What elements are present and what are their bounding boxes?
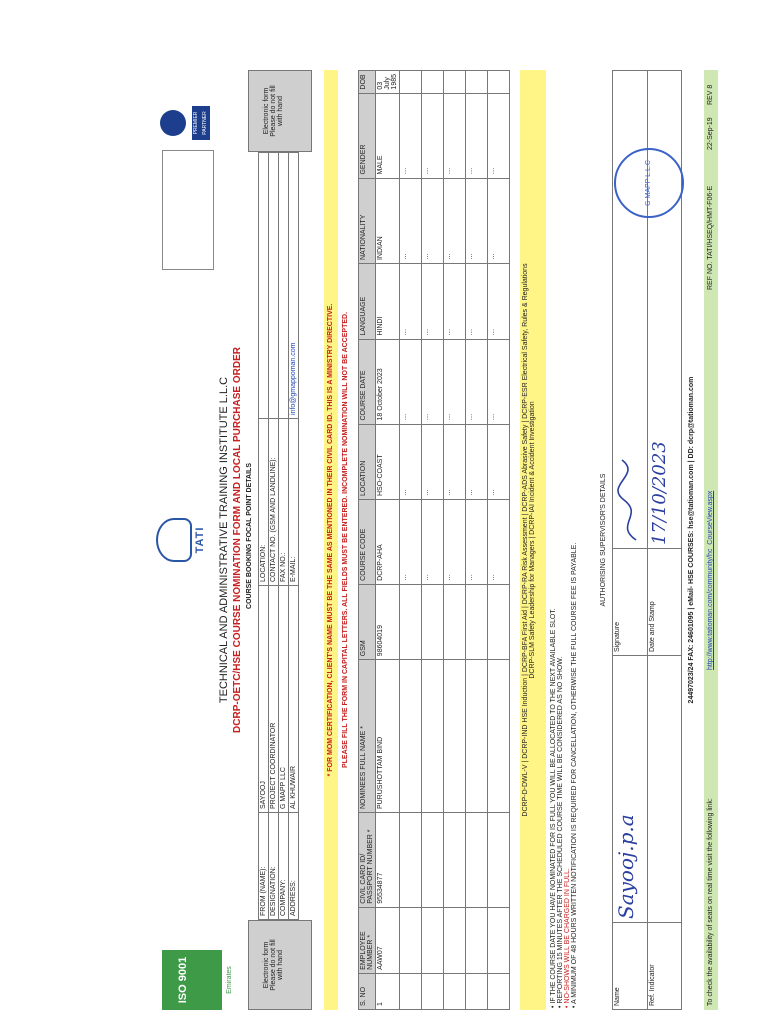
- nominee-cell[interactable]: [444, 71, 466, 94]
- nominee-cell[interactable]: …: [444, 264, 466, 340]
- rule-item: • A MINIMUM OF 48 HOURS WRITTEN NOTIFICATION IS REQUIRED FOR CANCELLATION, OTHERWISE THE FULL COURSE FEE IS PAYABLE.: [571, 542, 578, 1008]
- nominee-cell[interactable]: …: [444, 93, 466, 178]
- nominee-cell[interactable]: [444, 907, 466, 973]
- availability-text: To check the availability of seats on real time visit the following link:: [707, 798, 714, 1006]
- email-value[interactable]: info@gmappoman.com: [289, 153, 299, 419]
- capital-letters-notice: PLEASE FILL THE FORM IN CAPITAL LETTERS. ALL FIELDS MUST BE ENTERED. INCOMPLETE NOMINATION WILL NOT BE ACCEPTED.: [342, 311, 349, 769]
- side-note-line1: Electronic form: [263, 941, 270, 989]
- form-title: DCRP-OETC/HSE COURSE NOMINATION FORM AND LOCAL PURCHASE ORDER: [232, 347, 243, 733]
- nominee-cell[interactable]: [400, 907, 422, 973]
- designation-value[interactable]: PROJECT COORDINATOR: [269, 586, 279, 813]
- nomination-rules: [550, 208, 578, 1008]
- nominee-cell[interactable]: 03 July 1985: [376, 71, 400, 94]
- nominee-cell[interactable]: [488, 584, 510, 659]
- signature-label: Signature: [613, 549, 648, 656]
- nominee-cell[interactable]: [444, 584, 466, 659]
- side-note-line1: Electronic form: [263, 87, 270, 135]
- nominee-cell[interactable]: …: [422, 93, 444, 178]
- from-value[interactable]: SAYOOJ: [259, 586, 269, 813]
- premier-partner-badge: PREMIER PARTNER: [192, 106, 210, 140]
- nominee-cell[interactable]: HINDI: [376, 264, 400, 340]
- nominee-cell[interactable]: …: [444, 178, 466, 264]
- nominee-cell[interactable]: [422, 973, 444, 1009]
- nominee-cell[interactable]: [466, 813, 488, 908]
- email-label: E-MAIL:: [289, 419, 299, 586]
- nominee-cell[interactable]: [400, 584, 422, 659]
- nominee-cell[interactable]: [488, 973, 510, 1009]
- rule-item: • NO-SHOWS WILL BE CHARGED IN FULL.: [564, 868, 571, 1008]
- contact-label: CONTACT NO. (GSM AND LANDLINE):: [269, 419, 279, 586]
- nominee-cell[interactable]: …: [444, 424, 466, 500]
- nominee-cell[interactable]: …: [466, 178, 488, 264]
- nominee-cell[interactable]: …: [466, 93, 488, 178]
- nominee-cell[interactable]: [422, 813, 444, 908]
- nominee-row: [422, 71, 444, 1010]
- nominee-cell[interactable]: …: [488, 500, 510, 585]
- header-cell: EMPLOYEE NUMBER *: [359, 907, 376, 973]
- institute-logo: TATI: [194, 526, 206, 554]
- date-stamp-area: [645, 71, 682, 549]
- header-cell: S. NO: [359, 973, 376, 1009]
- nominee-cell[interactable]: …: [444, 500, 466, 585]
- company-value[interactable]: G MAPP LLC: [279, 586, 289, 813]
- nominee-cell[interactable]: …: [466, 500, 488, 585]
- nominee-cell[interactable]: [422, 584, 444, 659]
- office-stamp-box: [162, 150, 214, 270]
- nominee-cell[interactable]: [400, 660, 422, 813]
- company-label: COMPANY:: [279, 813, 289, 920]
- supervisor-name-handwritten: Sayooj.p.a: [613, 656, 648, 923]
- nominee-row: [444, 71, 466, 1010]
- handwritten-date: 17/10/2023: [649, 441, 670, 545]
- side-note-left: [248, 920, 312, 1010]
- nominee-cell[interactable]: [466, 973, 488, 1009]
- mom-notice: * FOR MOM CERTIFICATION, CLIENT'S NAME MUST BE THE SAME AS MENTIONED IN THEIR CIVIL CARD ID. THIS IS A MINISTRY DIRECTIVE.: [324, 70, 338, 1010]
- nominee-cell[interactable]: HSO-COAST: [376, 424, 400, 500]
- nominees-header-row: [359, 71, 376, 1010]
- nominee-cell[interactable]: …: [488, 264, 510, 340]
- reference-number: REF NO. TATI/HSEQ/HMT-F06-E: [707, 185, 714, 290]
- nominee-cell[interactable]: 1: [376, 973, 400, 1009]
- location-value[interactable]: [259, 153, 269, 419]
- handwritten-signature: [614, 455, 644, 545]
- course-list-line2: DCRP-SLM Safety Leadership for Managers | DCRP-IAI Incident & Accident Investigation: [529, 401, 536, 679]
- nominee-cell[interactable]: [444, 660, 466, 813]
- header-cell: LANGUAGE: [359, 264, 376, 340]
- side-note-line3: with hand: [277, 950, 284, 980]
- nominee-cell[interactable]: …: [466, 264, 488, 340]
- nominee-cell[interactable]: …: [400, 500, 422, 585]
- nominee-cell[interactable]: [488, 71, 510, 94]
- institute-emblem-icon: [156, 518, 192, 562]
- fax-value[interactable]: [279, 153, 289, 419]
- course-list-line1: DCRP-D-DWL-V | DCRP-IND HSE Induction | DCRP-BFA First Aid | DCRP-RA Risk Assessment | DCRP-ADS Abrasive Safety | DCRP-ESR Electrical Safety, Rules & Regulations: [522, 263, 529, 817]
- ref-indicator-value[interactable]: [648, 656, 682, 923]
- nominee-cell[interactable]: …: [400, 93, 422, 178]
- header-cell: COURSE CODE: [359, 500, 376, 585]
- revision: REV 8: [707, 84, 714, 105]
- nominee-cell[interactable]: …: [422, 264, 444, 340]
- footer-bar: [704, 70, 718, 1010]
- supervisor-table: [612, 70, 682, 1010]
- nominee-cell[interactable]: [400, 973, 422, 1009]
- contact-value[interactable]: [269, 153, 279, 419]
- nominee-cell[interactable]: PURUSHOTTAM BIND: [376, 660, 400, 813]
- address-label: ADDRESS:: [289, 813, 299, 920]
- nominees-table: [358, 70, 510, 1010]
- nominee-cell[interactable]: 95534877: [376, 813, 400, 908]
- nominee-cell[interactable]: …: [422, 500, 444, 585]
- side-note-line2: Please do not fill: [270, 939, 277, 991]
- nominee-cell[interactable]: [422, 660, 444, 813]
- nomination-form-page: [148, 60, 768, 1020]
- header-cell: GENDER: [359, 93, 376, 178]
- header-cell: NATIONALITY: [359, 178, 376, 264]
- nominee-cell[interactable]: [444, 813, 466, 908]
- nominee-cell[interactable]: …: [400, 264, 422, 340]
- header-cell: CIVIL CARD ID/ PASSPORT NUMBER *: [359, 813, 376, 908]
- side-note-right: [248, 70, 312, 152]
- nominee-cell[interactable]: …: [400, 178, 422, 264]
- nominee-cell[interactable]: …: [400, 424, 422, 500]
- nominee-cell[interactable]: …: [444, 339, 466, 424]
- nominee-cell[interactable]: [466, 660, 488, 813]
- header-cell: LOCATION: [359, 424, 376, 500]
- nominee-cell[interactable]: [422, 71, 444, 94]
- nominee-cell[interactable]: …: [488, 93, 510, 178]
- nominee-cell[interactable]: …: [466, 424, 488, 500]
- iso-logo-caption: Emirates: [226, 966, 233, 994]
- name-label: Name: [613, 923, 648, 1010]
- nominee-cell[interactable]: [400, 813, 422, 908]
- nominee-cell[interactable]: …: [488, 424, 510, 500]
- side-note-line2: Please do not fill: [270, 85, 277, 137]
- rule-item: • IF THE COURSE DATE YOU HAVE NOMINATED FOR IS FULL YOU WILL BE ALLOCATED TO THE NEXT AVAILABLE SLOT.: [550, 608, 557, 1008]
- fax-label: FAX NO.:: [279, 419, 289, 586]
- nominee-cell[interactable]: MALE: [376, 93, 400, 178]
- nominee-row: [400, 71, 422, 1010]
- nominee-row: [488, 71, 510, 1010]
- footer-contacts: 24497023/24 FAX: 24601095 | eMail- HSE COURSES: hse@tatioman.com | DD: dcrp@tatioman.com: [688, 376, 695, 704]
- nominee-cell[interactable]: AAW07: [376, 907, 400, 973]
- nominee-cell[interactable]: …: [466, 339, 488, 424]
- nominee-cell[interactable]: …: [422, 339, 444, 424]
- nominee-cell[interactable]: …: [488, 339, 510, 424]
- nominee-cell[interactable]: [422, 907, 444, 973]
- nominee-cell[interactable]: 98604019: [376, 584, 400, 659]
- nominee-cell[interactable]: [466, 584, 488, 659]
- ref-indicator-label: Ref. Indicator: [648, 923, 682, 1010]
- header-cell: GSM: [359, 584, 376, 659]
- nominee-row: [466, 71, 488, 1010]
- nominee-cell[interactable]: INDIAN: [376, 178, 400, 264]
- institute-name: TECHNICAL AND ADMINISTRATIVE TRAINING INSTITUTE L.L.C: [218, 376, 230, 704]
- partner-globe-icon: [160, 110, 186, 136]
- nominee-row: [376, 71, 400, 1010]
- nominee-cell[interactable]: 18 October 2023: [376, 339, 400, 424]
- header-cell: COURSE DATE: [359, 339, 376, 424]
- address-value[interactable]: AL KHUWAIR: [289, 586, 299, 813]
- company-stamp: G MAPP L.L.C: [614, 148, 684, 218]
- nominee-cell[interactable]: …: [422, 424, 444, 500]
- from-label: FROM (NAME):: [259, 813, 269, 920]
- date-stamp-label: Date and Stamp: [648, 549, 682, 656]
- designation-label: DESIGNATION:: [269, 813, 279, 920]
- nominee-cell[interactable]: [466, 71, 488, 94]
- header-cell: NOMINEES FULL NAME *: [359, 660, 376, 813]
- signature-area: [613, 71, 648, 549]
- iso-9001-logo: ISO 9001: [162, 950, 222, 1010]
- nominee-cell[interactable]: …: [488, 178, 510, 264]
- course-list: [520, 70, 546, 1010]
- side-note-line3: with hand: [277, 96, 284, 126]
- nominee-cell[interactable]: …: [422, 178, 444, 264]
- nominee-cell[interactable]: DCRP-AHA: [376, 500, 400, 585]
- location-label: LOCATION:: [259, 419, 269, 586]
- availability-link[interactable]: http://www.tatioman.com/community/hc_CourseView.aspx: [707, 490, 714, 670]
- nominee-cell[interactable]: [488, 813, 510, 908]
- nominee-cell[interactable]: [400, 71, 422, 94]
- booking-details-table: [258, 152, 299, 920]
- rule-item: • REPORTING 15 MINUTES AFTER THE SCHEDULED COURSE TIME WILL BE CONSIDERED AS NO SHOW.: [557, 656, 564, 1008]
- supervisor-section-title: AUTHORISING SUPERVISOR'S DETAILS: [600, 473, 607, 607]
- nominee-cell[interactable]: [466, 907, 488, 973]
- form-date: 22-Sep-19: [707, 117, 714, 150]
- nominee-cell[interactable]: [488, 660, 510, 813]
- nominee-cell[interactable]: [488, 907, 510, 973]
- nominee-cell[interactable]: …: [400, 339, 422, 424]
- booking-section-title: COURSE BOOKING FOCAL POINT DETAILS: [246, 463, 253, 609]
- header-cell: DOB: [359, 71, 376, 94]
- nominee-cell[interactable]: [444, 973, 466, 1009]
